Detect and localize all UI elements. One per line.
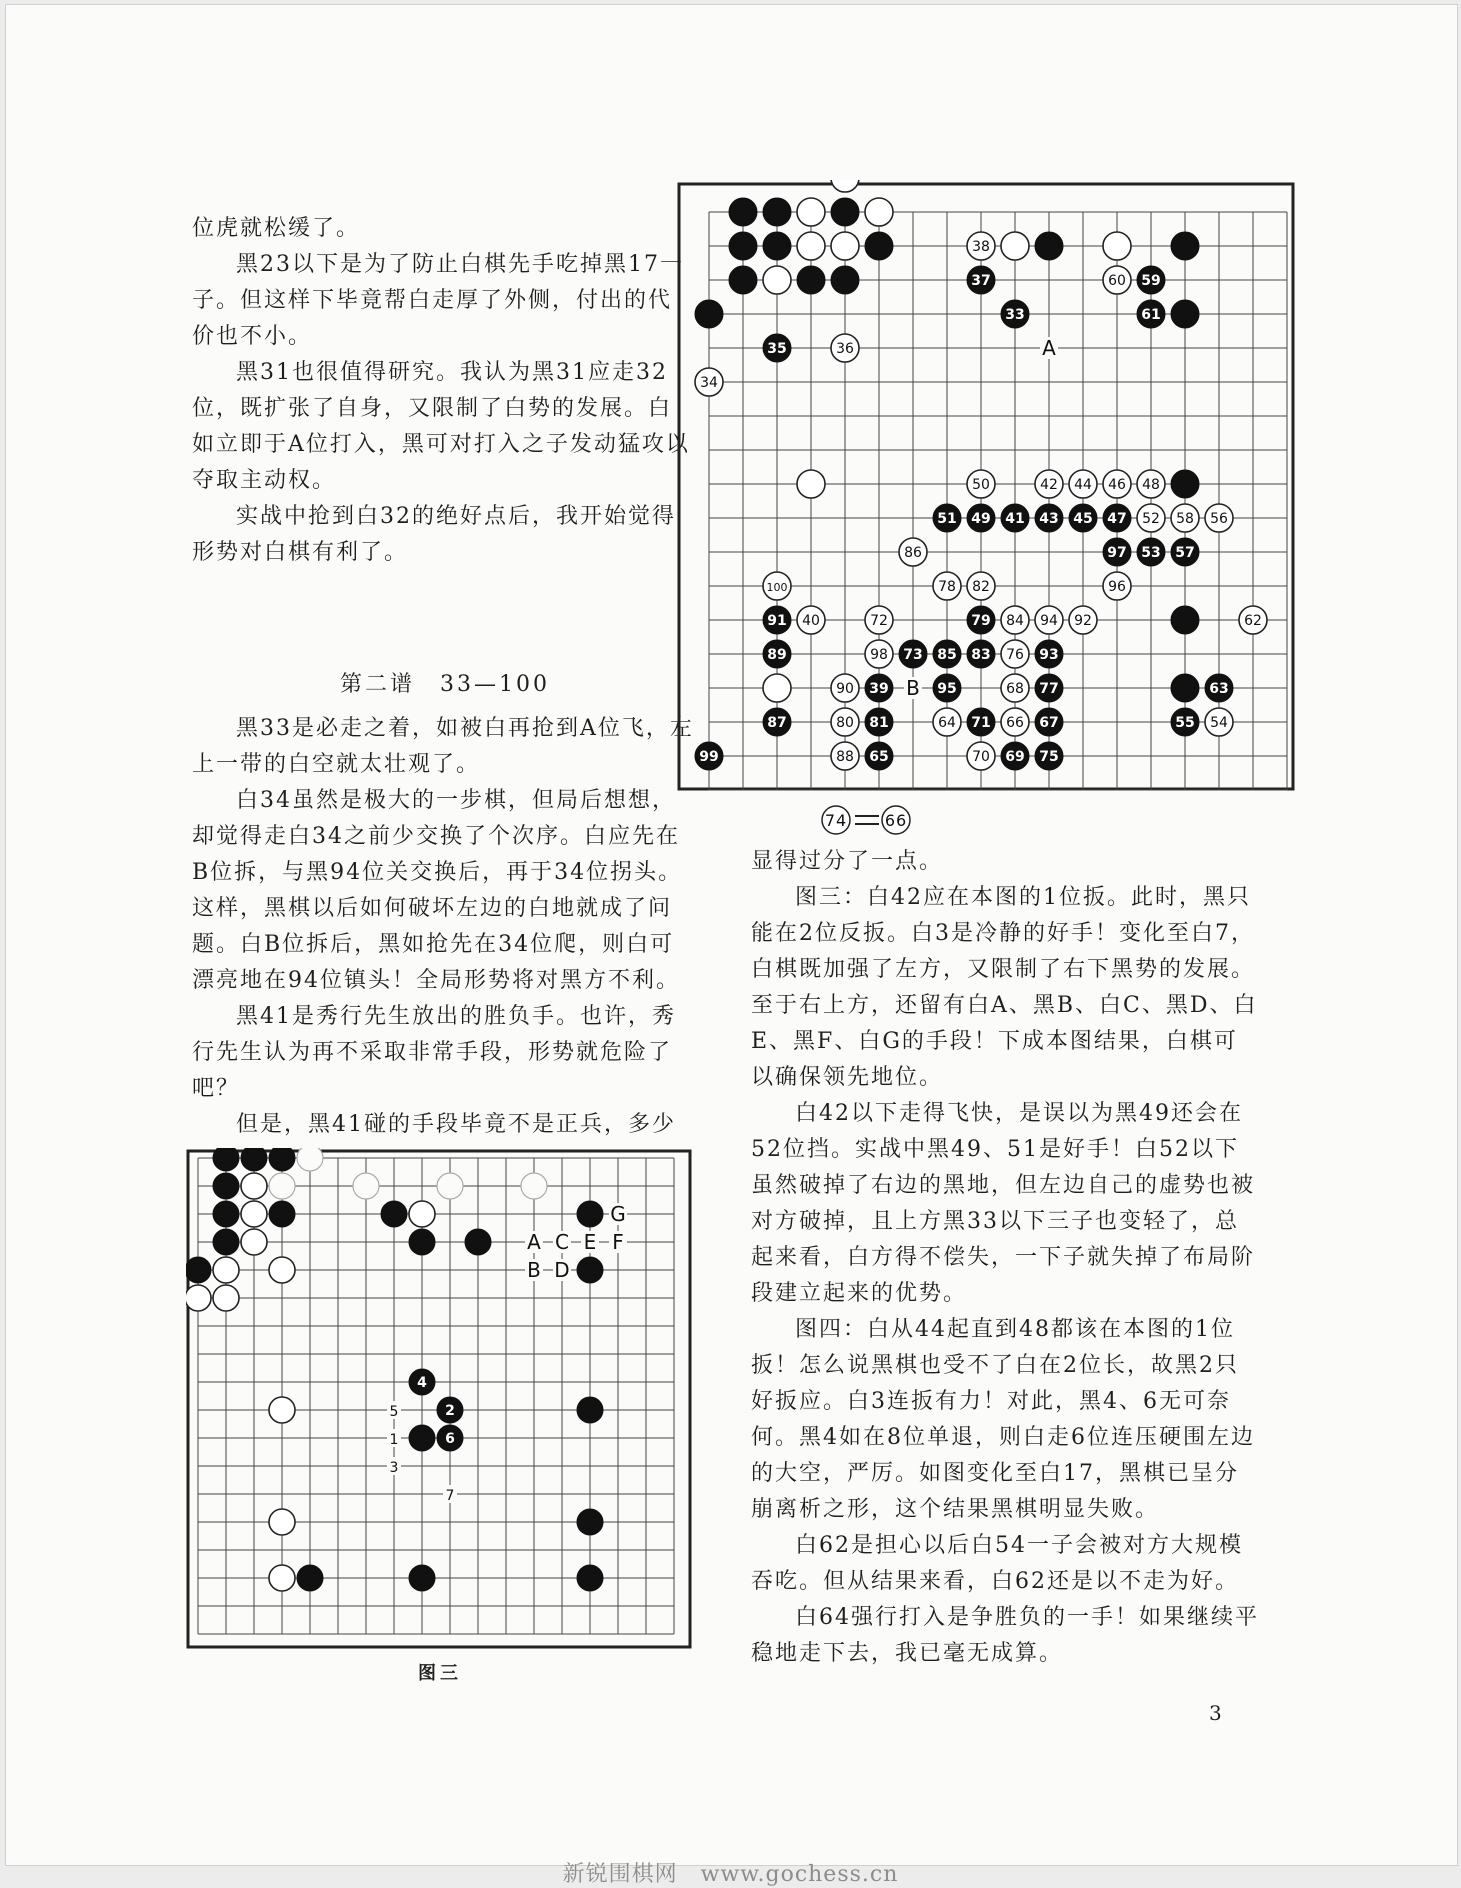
move-number: 88	[836, 749, 854, 765]
white-stone	[521, 1173, 547, 1199]
black-stone	[409, 1565, 435, 1591]
move-number: 50	[972, 477, 990, 493]
move-number: 51	[937, 511, 957, 527]
black-stone	[1171, 300, 1199, 328]
black-stone	[241, 1148, 267, 1171]
black-stone	[729, 266, 757, 294]
black-stone	[269, 1201, 295, 1227]
right-column-top	[751, 844, 1259, 880]
page-number: 3	[1209, 1701, 1222, 1725]
move-number: 49	[971, 511, 991, 527]
move-number: 64	[938, 715, 956, 731]
black-stone	[269, 1148, 295, 1171]
board-three-svg	[186, 1148, 694, 1651]
move-number: 60	[1108, 273, 1126, 289]
move-number: 48	[1142, 477, 1160, 493]
black-stone	[577, 1201, 603, 1227]
page	[5, 4, 1458, 1866]
move-number: 79	[971, 613, 991, 629]
black-stone	[1171, 674, 1199, 702]
white-stone	[269, 1509, 295, 1535]
black-stone	[409, 1229, 435, 1255]
move-number: 4	[417, 1375, 427, 1391]
move-number: 80	[836, 715, 854, 731]
move-equation	[821, 803, 911, 843]
move-number: 37	[971, 273, 991, 289]
move-number: 66	[1006, 715, 1024, 731]
black-stone	[381, 1201, 407, 1227]
move-number: 76	[1006, 647, 1024, 663]
black-stone	[297, 1565, 323, 1591]
move-number: 40	[802, 613, 820, 629]
move-number: 6	[445, 1431, 455, 1447]
black-stone	[577, 1565, 603, 1591]
move-number: 72	[870, 613, 888, 629]
black-stone	[577, 1509, 603, 1535]
white-stone	[269, 1257, 295, 1283]
move-number: 33	[1005, 307, 1025, 323]
move-number: 63	[1209, 681, 1229, 697]
move-number: 45	[1073, 511, 1093, 527]
white-stone	[269, 1173, 295, 1199]
move-number: 70	[972, 749, 990, 765]
move-number: 84	[1006, 613, 1024, 629]
paragraph: 位虎就松缓了。	[192, 216, 361, 241]
black-stone	[831, 266, 859, 294]
move-number: 58	[1176, 511, 1194, 527]
move-number: 100	[766, 581, 788, 594]
move-number: 2	[445, 1403, 455, 1419]
black-stone	[1171, 232, 1199, 260]
black-stone	[213, 1201, 239, 1227]
move-number: 75	[1039, 749, 1059, 765]
paragraph: 图三：白42应在本图的1位扳。此时，黑只能在2位反扳。白3是冷静的好手！变化至白7，白棋既加强了左方，又限制了右下黑势的发展。至于右上方，还留有白A、黑B、白C、黑D、白E、黑F、白G的手段！下成本图结果，白棋可以确保领先地位。	[751, 885, 1258, 1090]
white-stone	[353, 1173, 379, 1199]
move-number: 41	[1005, 511, 1025, 527]
white-stone	[437, 1173, 463, 1199]
move-number: 56	[1210, 511, 1228, 527]
move-number: 86	[904, 545, 922, 561]
point-letter: B	[906, 676, 920, 700]
move-number: 44	[1074, 477, 1092, 493]
go-board-figure-three	[186, 1148, 694, 1651]
move-number: 65	[869, 749, 889, 765]
go-board-main-figure	[677, 180, 1297, 793]
paragraph: 白42以下走得飞快，是误以为黑49还会在52位挡。实战中黑49、51是好手！白52以下虽然破掉了右边的黑地，但左边自己的虚势也被对方破掉，且上方黑33以下三子也变轻了，总起来看，白方得不偿失，一下子就失掉了布局阶段建立起来的优势。	[751, 1101, 1256, 1306]
paragraph: 白64强行打入是争胜负的一手！如果继续平稳地走下去，我已毫无成算。	[751, 1605, 1259, 1666]
left-column-bottom	[192, 657, 698, 1143]
move-number: 85	[937, 647, 957, 663]
white-stone	[763, 266, 791, 294]
move-number: 83	[971, 647, 991, 663]
white-stone	[1103, 232, 1131, 260]
move-number: 54	[1210, 715, 1228, 731]
move-number: 62	[1244, 613, 1262, 629]
move-number: 95	[937, 681, 957, 697]
board-grid	[198, 1158, 674, 1634]
white-stone	[409, 1201, 435, 1227]
point-letter: G	[610, 1202, 626, 1226]
white-stone	[241, 1201, 267, 1227]
move-number: 96	[1108, 579, 1126, 595]
black-stone	[763, 198, 791, 226]
black-stone	[577, 1257, 603, 1283]
white-stone	[797, 232, 825, 260]
paragraph: 白62是担心以后白54一子会被对方大规模吞吃。但从结果来看，白62还是以不走为好。	[751, 1533, 1243, 1594]
move-number: 87	[767, 715, 787, 731]
move-number: 39	[869, 681, 889, 697]
move-number: 68	[1006, 681, 1024, 697]
black-stone	[831, 198, 859, 226]
black-stone	[1171, 470, 1199, 498]
paragraph: 白34虽然是极大的一步棋，但局后想想，却觉得走白34之前少交换了个次序。白应先在B位拆，与黑94位关交换后，再于34位拐头。这样，黑棋以后如何破坏左边的白地就成了问题。白B位拆后，黑如抢先在34位爬，则白可漂亮地在94位镇头！全局形势将对黑方不利。	[192, 788, 683, 993]
white-stone	[269, 1397, 295, 1423]
move-number: 97	[1107, 545, 1127, 561]
paragraph: 黑31也很值得研究。我认为黑31应走32位，既扩张了自身，又限制了白势的发展。白如立即于A位打入，黑可对打入之子发动猛攻以夺取主动权。	[192, 360, 690, 493]
left-column-top	[192, 211, 692, 571]
move-number: 1	[389, 1432, 399, 1448]
move-number: 78	[938, 579, 956, 595]
paragraph: 但是，黑41碰的手段毕竟不是正兵，多少	[236, 1112, 676, 1137]
right-column	[751, 880, 1259, 1672]
white-stone	[241, 1173, 267, 1199]
figure-caption: 图三	[418, 1663, 462, 1684]
move-number: 55	[1175, 715, 1195, 731]
white-stone	[297, 1148, 323, 1171]
point-letter: A	[1042, 336, 1056, 360]
point-letter: F	[612, 1230, 624, 1254]
move-number: 38	[972, 239, 990, 255]
move-number: 94	[1040, 613, 1058, 629]
move-number: 90	[836, 681, 854, 697]
move-number: 69	[1005, 749, 1025, 765]
move-number: 47	[1107, 511, 1127, 527]
point-letter: A	[527, 1230, 541, 1254]
board-grid	[709, 212, 1287, 790]
eq-left: 74	[824, 811, 848, 830]
move-number: 59	[1141, 273, 1161, 289]
white-stone	[831, 232, 859, 260]
black-stone	[865, 232, 893, 260]
move-number: 82	[972, 579, 990, 595]
move-number: 52	[1142, 511, 1160, 527]
section-heading: 第二谱 33—100	[340, 672, 550, 697]
move-number: 77	[1039, 681, 1059, 697]
black-stone	[729, 232, 757, 260]
black-stone	[729, 198, 757, 226]
point-letter: E	[583, 1230, 597, 1254]
white-stone	[213, 1285, 239, 1311]
black-stone	[577, 1397, 603, 1423]
black-stone	[465, 1229, 491, 1255]
white-stone	[865, 198, 893, 226]
move-number: 43	[1039, 511, 1059, 527]
move-number: 35	[767, 341, 787, 357]
move-number: 71	[971, 715, 991, 731]
black-stone	[213, 1173, 239, 1199]
move-number: 67	[1039, 715, 1059, 731]
move-number: 73	[903, 647, 923, 663]
point-letter: D	[554, 1258, 570, 1282]
paragraph: 黑23以下是为了防止白棋先手吃掉黑17一子。但这样下毕竟帮白走厚了外侧，付出的代价也不小。	[192, 252, 684, 349]
move-number: 99	[699, 749, 719, 765]
black-stone	[213, 1229, 239, 1255]
move-number: 5	[389, 1404, 399, 1420]
black-stone	[213, 1148, 239, 1171]
move-number: 81	[869, 715, 889, 731]
white-stone	[831, 180, 859, 192]
move-number: 89	[767, 647, 787, 663]
white-stone	[797, 470, 825, 498]
white-stone	[269, 1565, 295, 1591]
point-letter: B	[527, 1258, 541, 1282]
move-number: 57	[1175, 545, 1195, 561]
black-stone	[409, 1425, 435, 1451]
move-number: 53	[1141, 545, 1161, 561]
paragraph: 黑33是必走之着，如被白再抢到A位飞，左上一带的白空就太壮观了。	[192, 716, 694, 777]
black-stone	[1171, 606, 1199, 634]
board-main-svg	[677, 180, 1297, 793]
black-stone	[186, 1257, 211, 1283]
move-number: 34	[700, 375, 718, 391]
paragraph: 显得过分了一点。	[751, 849, 944, 874]
move-number: 98	[870, 647, 888, 663]
move-number: 91	[767, 613, 787, 629]
point-letter: C	[555, 1230, 569, 1254]
white-stone	[763, 674, 791, 702]
white-stone	[241, 1229, 267, 1255]
move-number: 46	[1108, 477, 1126, 493]
equation-svg	[821, 803, 911, 837]
move-number: 61	[1141, 307, 1161, 323]
eq-right: 66	[884, 811, 908, 830]
move-number: 92	[1074, 613, 1092, 629]
black-stone	[695, 300, 723, 328]
move-number: 7	[445, 1488, 455, 1504]
paragraph: 图四：白从44起直到48都该在本图的1位扳！怎么说黑棋也受不了白在2位长，故黑2只好扳应。白3连扳有力！对此，黑4、6无可奈何。黑4如在8位单退，则白走6位连压硬围左边的大空，严厉。如图变化至白17，黑棋已呈分崩离析之形，这个结果黑棋明显失败。	[751, 1317, 1255, 1522]
white-stone	[797, 198, 825, 226]
move-number: 3	[389, 1460, 399, 1476]
white-stone	[1001, 232, 1029, 260]
move-number: 93	[1039, 647, 1059, 663]
move-number: 42	[1040, 477, 1058, 493]
watermark: 新锐围棋网 www.gochess.cn	[562, 1862, 899, 1887]
black-stone	[763, 232, 791, 260]
move-number: 36	[836, 341, 854, 357]
white-stone	[186, 1285, 211, 1311]
white-stone	[213, 1257, 239, 1283]
black-stone	[1035, 232, 1063, 260]
paragraph: 黑41是秀行先生放出的胜负手。也许，秀行先生认为再不采取非常手段，形势就危险了吧？	[192, 1004, 676, 1101]
paragraph: 实战中抢到白32的绝好点后，我开始觉得形势对白棋有利了。	[192, 504, 676, 565]
black-stone	[797, 266, 825, 294]
